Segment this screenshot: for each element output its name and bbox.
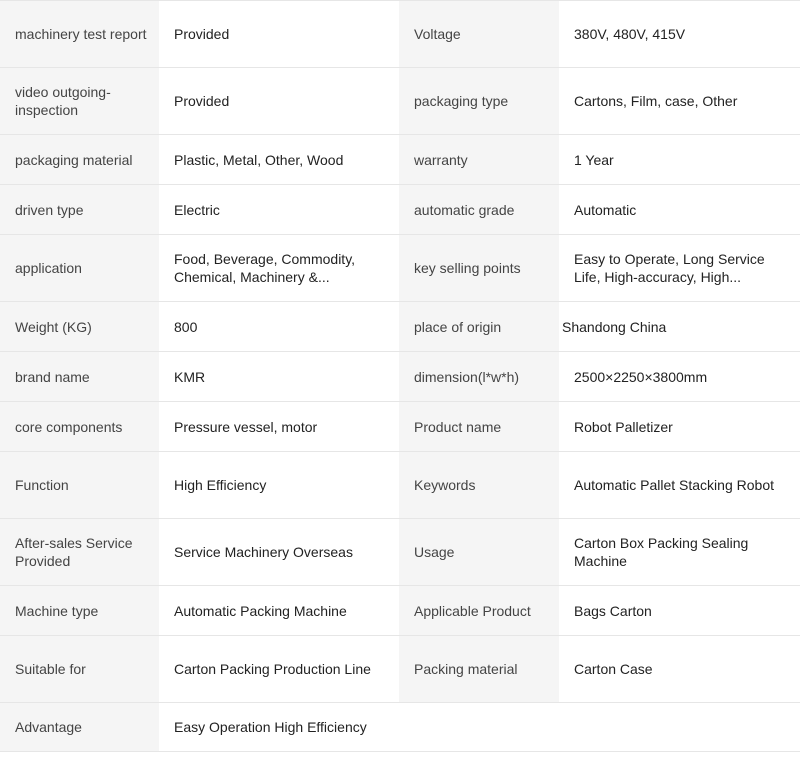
spec-value: Automatic Packing Machine	[159, 586, 399, 636]
spec-key: key selling points	[399, 235, 559, 302]
spec-row	[0, 519, 800, 586]
spec-value: 1 Year	[559, 135, 800, 185]
spec-key: core components	[0, 402, 159, 452]
spec-key: machinery test report	[0, 1, 159, 68]
spec-row	[0, 135, 800, 185]
spec-value: Carton Packing Production Line	[159, 636, 399, 703]
spec-key: Weight (KG)	[0, 302, 159, 352]
spec-key: After-sales Service Provided	[0, 519, 159, 586]
spec-key: packaging material	[0, 135, 159, 185]
spec-value: Plastic, Metal, Other, Wood	[159, 135, 399, 185]
spec-value: Bags Carton	[559, 586, 800, 636]
spec-value: Carton Case	[559, 636, 800, 703]
spec-row	[0, 185, 800, 235]
spec-key: dimension(l*w*h)	[399, 352, 559, 402]
spec-value: Electric	[159, 185, 399, 235]
spec-key: brand name	[0, 352, 159, 402]
spec-value: 2500×2250×3800mm	[559, 352, 800, 402]
spec-key: packaging type	[399, 68, 559, 135]
spec-key: Function	[0, 452, 159, 519]
spec-row	[0, 68, 800, 135]
spec-key: Usage	[399, 519, 559, 586]
spec-key: Product name	[399, 402, 559, 452]
spec-value: Food, Beverage, Commodity, Chemical, Machinery &...	[159, 235, 399, 302]
spec-value: Automatic Pallet Stacking Robot	[559, 452, 800, 519]
spec-row	[0, 452, 800, 519]
spec-value: Cartons, Film, case, Other	[559, 68, 800, 135]
spec-value: 380V, 480V, 415V	[559, 1, 800, 68]
spec-row	[0, 402, 800, 452]
spec-key: Machine type	[0, 586, 159, 636]
spec-key: Advantage	[0, 703, 159, 752]
spec-key: automatic grade	[399, 185, 559, 235]
spec-value: Easy Operation High Efficiency	[159, 703, 800, 752]
spec-key: video outgoing-inspection	[0, 68, 159, 135]
spec-value: High Efficiency	[159, 452, 399, 519]
spec-row	[0, 302, 800, 352]
spec-value: 800	[159, 302, 399, 352]
spec-row	[0, 1, 800, 68]
spec-value: Provided	[159, 1, 399, 68]
spec-row	[0, 235, 800, 302]
spec-value: Robot Palletizer	[559, 402, 800, 452]
spec-key: application	[0, 235, 159, 302]
spec-value: Automatic	[559, 185, 800, 235]
spec-key: driven type	[0, 185, 159, 235]
spec-value: Shandong China	[559, 302, 800, 352]
spec-value: Easy to Operate, Long Service Life, High-accuracy, High...	[559, 235, 800, 302]
spec-row	[0, 586, 800, 636]
spec-key: Suitable for	[0, 636, 159, 703]
spec-key: Applicable Product	[399, 586, 559, 636]
spec-row	[0, 703, 800, 752]
spec-key: Packing material	[399, 636, 559, 703]
spec-value: Pressure vessel, motor	[159, 402, 399, 452]
spec-value: Service Machinery Overseas	[159, 519, 399, 586]
spec-value: Provided	[159, 68, 399, 135]
spec-key: place of origin	[399, 302, 559, 352]
spec-key: Voltage	[399, 1, 559, 68]
spec-key: warranty	[399, 135, 559, 185]
spec-value: Carton Box Packing Sealing Machine	[559, 519, 800, 586]
spec-key: Keywords	[399, 452, 559, 519]
spec-row	[0, 636, 800, 703]
spec-row	[0, 352, 800, 402]
spec-value: KMR	[159, 352, 399, 402]
